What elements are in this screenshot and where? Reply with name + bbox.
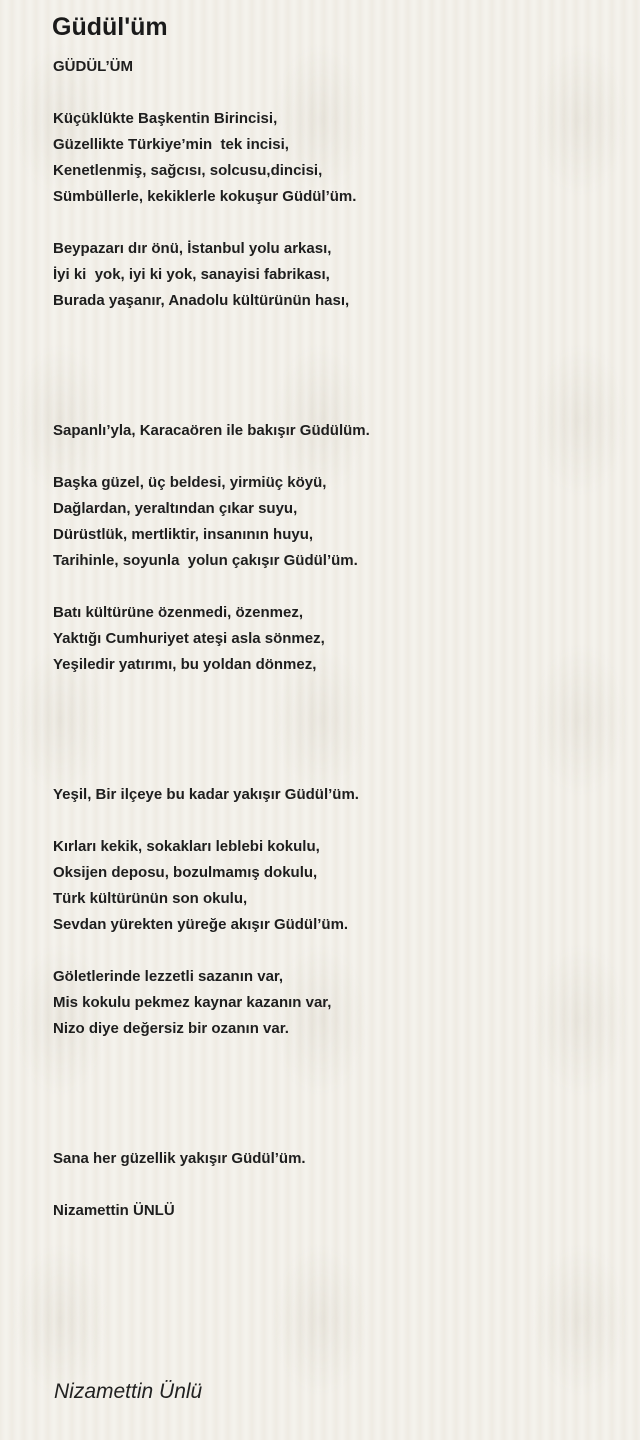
poem-line: Sümbüllerle, kekiklerle kokuşur Güdül’üm.: [53, 188, 357, 205]
author-signature: Nizamettin Ünlü: [54, 1380, 203, 1403]
stanza-gap: [53, 938, 613, 964]
stanza-gap: [53, 1042, 613, 1146]
poem-line: Başka güzel, üç beldesi, yirmiüç köyü,: [53, 474, 327, 491]
poem-line: Türk kültürünün son okulu,: [53, 890, 248, 907]
poem-line: Tarihinle, soyunla yolun çakışır Güdül’üm.: [53, 552, 358, 569]
poem-line: Kırları kekik, sokakları leblebi kokulu,: [53, 838, 320, 855]
stanza-gap: [53, 314, 613, 418]
poem-line: Oksijen deposu, bozulmamış dokulu,: [53, 864, 318, 881]
poem-line: Sapanlı’yla, Karacaören ile bakışır Güdülüm.: [53, 422, 370, 439]
poem-line: Küçüklükte Başkentin Birincisi,: [53, 110, 278, 127]
poem-line: Dağlardan, yeraltından çıkar suyu,: [53, 500, 298, 517]
poem-heading: GÜDÜL’ÜM: [53, 58, 133, 75]
poem-line: İyi ki yok, iyi ki yok, sanayisi fabrikası,: [53, 266, 330, 283]
poem-line: Sana her güzellik yakışır Güdül’üm.: [53, 1150, 306, 1167]
stanza-gap: [53, 808, 613, 834]
poem-line: Kenetlenmiş, sağcısı, solcusu,dincisi,: [53, 162, 323, 179]
poem-line: Dürüstlük, mertliktir, insanının huyu,: [53, 526, 314, 543]
stanza-gap: [53, 1172, 613, 1198]
poem-author: Nizamettin ÜNLÜ: [53, 1202, 175, 1219]
stanza-gap: [53, 444, 613, 470]
poem-line: Batı kültürüne özenmedi, özenmez,: [53, 604, 304, 621]
poem-body: [53, 54, 613, 1224]
stanza-gap: [53, 80, 613, 106]
poem-line: Sevdan yürekten yüreğe akışır Güdül’üm.: [53, 916, 349, 933]
poem-line: Mis kokulu pekmez kaynar kazanın var,: [53, 994, 332, 1011]
stanza-gap: [53, 574, 613, 600]
poem-line: Yaktığı Cumhuriyet ateşi asla sönmez,: [53, 630, 325, 647]
poem-line: Güzellikte Türkiye’min tek incisi,: [53, 136, 289, 153]
poem-line: Yeşiledir yatırımı, bu yoldan dönmez,: [53, 656, 317, 673]
poem-line: Burada yaşanır, Anadolu kültürünün hası,: [53, 292, 350, 309]
poem-line: Nizo diye değersiz bir ozanın var.: [53, 1020, 289, 1037]
page-title: Güdül'üm: [52, 13, 168, 41]
poem-line: Yeşil, Bir ilçeye bu kadar yakışır Güdül’üm.: [53, 786, 359, 803]
poem-line: Göletlerinde lezzetli sazanın var,: [53, 968, 284, 985]
poem-line: Beypazarı dır önü, İstanbul yolu arkası,: [53, 240, 332, 257]
stanza-gap: [53, 210, 613, 236]
stanza-gap: [53, 678, 613, 782]
